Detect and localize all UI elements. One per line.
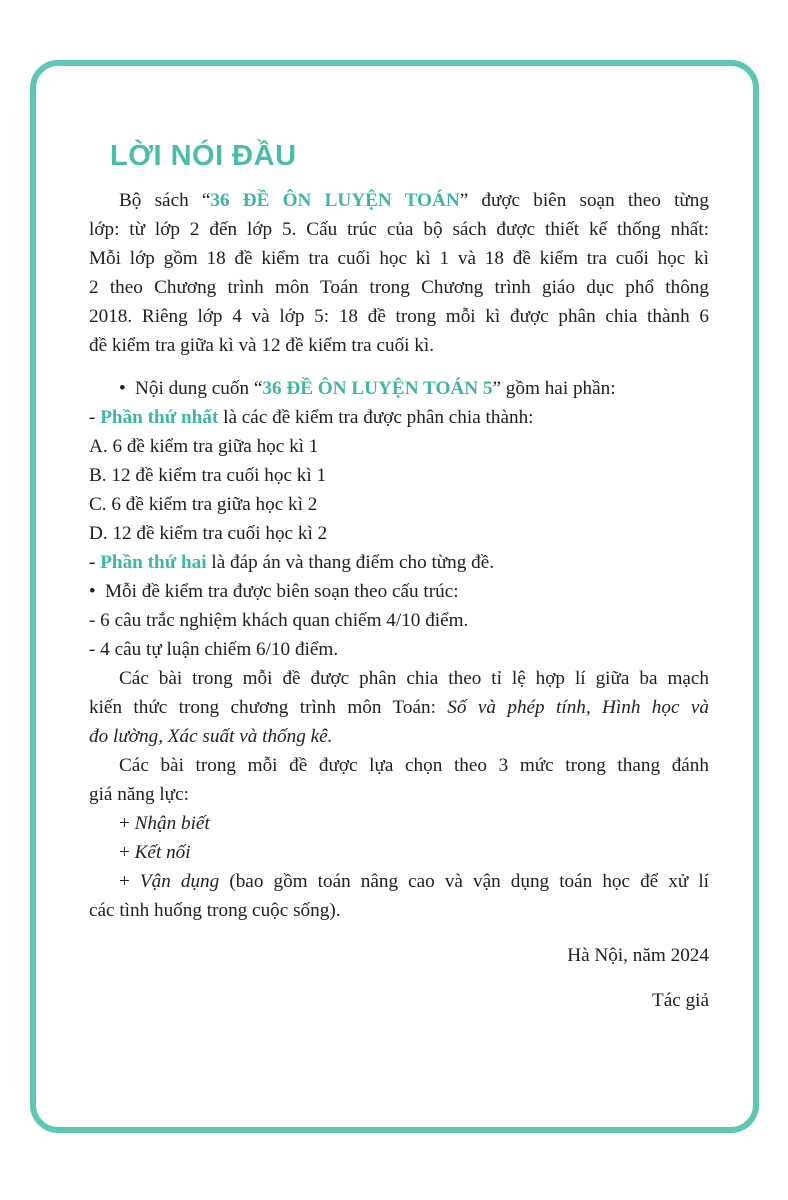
distribution-line-2 bbox=[89, 693, 709, 722]
intro-line-1 bbox=[89, 186, 709, 215]
list-item: D. 12 đề kiểm tra cuối học kì 2 bbox=[89, 523, 328, 544]
level-item-continuation: các tình huống trong cuộc sống). bbox=[89, 900, 341, 921]
page-title: LỜI NÓI ĐẦU bbox=[110, 140, 297, 172]
preface-body bbox=[89, 186, 709, 1015]
text-span: + bbox=[119, 813, 135, 834]
list-item: B. 12 đề kiểm tra cuối học kì 1 bbox=[89, 465, 327, 486]
text-span: (bao gồm toán nâng cao và vận dụng toán học để xử lí bbox=[219, 871, 709, 892]
structure-bullet-line bbox=[89, 577, 709, 606]
list-item: - 4 câu tự luận chiếm 6/10 điểm. bbox=[89, 639, 339, 660]
text-span: ” được biên soạn theo từng bbox=[459, 190, 709, 211]
text-span: Kết nối bbox=[134, 842, 191, 863]
levels-line-1: Các bài trong mỗi đề được lựa chọn theo 3 mức trong thang đánh bbox=[119, 755, 709, 776]
text-span: ” gồm hai phần: bbox=[492, 378, 616, 399]
distribution-line-3 bbox=[89, 722, 709, 751]
text-span: Vận dụng bbox=[139, 871, 220, 892]
text-span: kiến thức trong chương trình môn Toán: bbox=[89, 697, 448, 718]
place-date: Hà Nội, năm 2024 bbox=[567, 945, 709, 966]
author: Tác giả bbox=[652, 990, 709, 1011]
part2-label: Phần thứ hai bbox=[100, 552, 207, 573]
text-span: Số và phép tính, Hình học và bbox=[447, 697, 709, 718]
list-item: C. 6 đề kiểm tra giữa học kì 2 bbox=[89, 494, 318, 515]
level-item bbox=[89, 838, 709, 867]
part2-line bbox=[89, 548, 709, 577]
intro-line-2: lớp: từ lớp 2 đến lớp 5. Cấu trúc của bộ sách được thiết kế thống nhất: bbox=[89, 219, 709, 240]
book-title: 36 ĐỀ ÔN LUYỆN TOÁN 5 bbox=[262, 378, 493, 399]
series-title: 36 ĐỀ ÔN LUYỆN TOÁN bbox=[210, 190, 460, 211]
intro-line-3: Mỗi lớp gồm 18 đề kiểm tra cuối học kì 1 và 18 đề kiểm tra cuối học kì bbox=[89, 248, 709, 269]
text-span: Mỗi đề kiểm tra được biên soạn theo cấu trúc: bbox=[105, 581, 459, 602]
text-span: - bbox=[89, 407, 101, 428]
text-span: Nội dung cuốn “ bbox=[135, 378, 263, 399]
text-span: là các đề kiểm tra được phân chia thành: bbox=[218, 407, 534, 428]
text-span: + bbox=[119, 871, 140, 892]
level-item bbox=[89, 809, 709, 838]
text-span: + bbox=[119, 842, 135, 863]
part1-label: Phần thứ nhất bbox=[100, 407, 219, 428]
text-span: Bộ sách “ bbox=[119, 190, 211, 211]
text-span: - bbox=[89, 552, 101, 573]
distribution-line-1: Các bài trong mỗi đề được phân chia theo tỉ lệ hợp lí giữa ba mạch bbox=[119, 668, 709, 689]
text-span: Nhận biết bbox=[134, 813, 210, 834]
intro-line-6: đề kiểm tra giữa kì và 12 đề kiểm tra cuối kì. bbox=[89, 335, 435, 356]
bullet-icon: • bbox=[89, 581, 96, 602]
levels-line-2: giá năng lực: bbox=[89, 784, 189, 805]
part1-line bbox=[89, 403, 709, 432]
text-span: đo lường, Xác suất và thống kê. bbox=[89, 726, 333, 747]
content-bullet-line bbox=[89, 374, 709, 403]
list-item: A. 6 đề kiểm tra giữa học kì 1 bbox=[89, 436, 319, 457]
intro-line-5: 2018. Riêng lớp 4 và lớp 5: 18 đề trong mỗi kì được phân chia thành 6 bbox=[89, 306, 709, 327]
list-item: - 6 câu trắc nghiệm khách quan chiếm 4/10 điểm. bbox=[89, 610, 469, 631]
bullet-icon: • bbox=[119, 378, 126, 399]
level-item bbox=[89, 867, 709, 896]
intro-line-4: 2 theo Chương trình môn Toán trong Chương trình giáo dục phổ thông bbox=[89, 277, 709, 298]
text-span: là đáp án và thang điểm cho từng đề. bbox=[206, 552, 495, 573]
